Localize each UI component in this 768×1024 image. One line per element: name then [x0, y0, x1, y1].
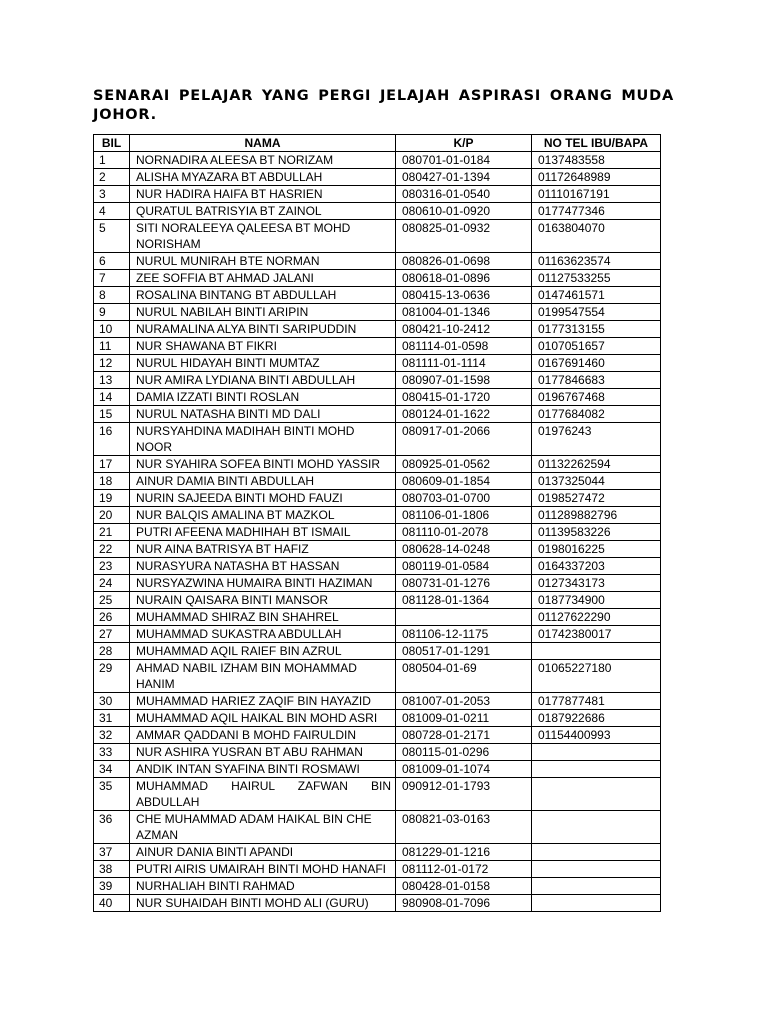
cell-nama: NURUL NATASHA BINTI MD DALI	[130, 406, 396, 423]
cell-kp: 080825-01-0932	[396, 220, 532, 253]
cell-nama: NURAIN QAISARA BINTI MANSOR	[130, 592, 396, 609]
cell-kp: 080115-01-0296	[396, 744, 532, 761]
cell-nama: NURASYURA NATASHA BT HASSAN	[130, 558, 396, 575]
cell-bil: 8	[94, 287, 130, 304]
cell-bil: 26	[94, 609, 130, 626]
cell-tel: 01065227180	[532, 660, 661, 693]
cell-nama: PUTRI AIRIS UMAIRAH BINTI MOHD HANAFI	[130, 861, 396, 878]
cell-kp: 080701-01-0184	[396, 152, 532, 169]
cell-kp: 081110-01-2078	[396, 524, 532, 541]
table-row	[94, 456, 661, 473]
cell-nama: NUR AINA BATRISYA BT HAFIZ	[130, 541, 396, 558]
cell-kp: 080728-01-2171	[396, 727, 532, 744]
cell-tel: 01132262594	[532, 456, 661, 473]
cell-nama: NUR SUHAIDAH BINTI MOHD ALI (GURU)	[130, 895, 396, 912]
table-header-row	[94, 135, 661, 152]
cell-kp: 080610-01-0920	[396, 203, 532, 220]
cell-tel: 0177846683	[532, 372, 661, 389]
cell-nama: NUR SHAWANA BT FIKRI	[130, 338, 396, 355]
table-row	[94, 372, 661, 389]
cell-kp: 080421-10-2412	[396, 321, 532, 338]
cell-kp: 080427-01-1394	[396, 169, 532, 186]
cell-kp: 080415-01-1720	[396, 389, 532, 406]
cell-nama: NURUL NABILAH BINTI ARIPIN	[130, 304, 396, 321]
cell-kp: 980908-01-7096	[396, 895, 532, 912]
cell-nama: SITI NORALEEYA QALEESA BT MOHD NORISHAM	[130, 220, 396, 253]
cell-bil: 33	[94, 744, 130, 761]
cell-tel: 0164337203	[532, 558, 661, 575]
cell-nama: NORNADIRA ALEESA BT NORIZAM	[130, 152, 396, 169]
cell-tel	[532, 761, 661, 778]
document-title: SENARAI PELAJAR YANG PERGI JELAJAH ASPIRASI ORANG MUDA JOHOR.	[93, 88, 674, 123]
table-row	[94, 304, 661, 321]
cell-bil: 22	[94, 541, 130, 558]
cell-bil: 16	[94, 423, 130, 456]
cell-kp: 080504-01-69	[396, 660, 532, 693]
cell-tel: 0177684082	[532, 406, 661, 423]
cell-bil: 23	[94, 558, 130, 575]
table-row	[94, 203, 661, 220]
cell-bil: 5	[94, 220, 130, 253]
cell-kp: 081111-01-1114	[396, 355, 532, 372]
table-row	[94, 152, 661, 169]
table-row	[94, 592, 661, 609]
cell-nama: DAMIA IZZATI BINTI ROSLAN	[130, 389, 396, 406]
table-row	[94, 287, 661, 304]
table-row	[94, 507, 661, 524]
table-row	[94, 220, 661, 253]
cell-kp: 081009-01-0211	[396, 710, 532, 727]
cell-nama: NUR ASHIRA YUSRAN BT ABU RAHMAN	[130, 744, 396, 761]
cell-tel: 01163623574	[532, 253, 661, 270]
cell-nama: ANDIK INTAN SYAFINA BINTI ROSMAWI	[130, 761, 396, 778]
cell-nama: NUR SYAHIRA SOFEA BINTI MOHD YASSIR	[130, 456, 396, 473]
cell-nama: MUHAMMAD HAIRUL ZAFWAN BIN ABDULLAH	[130, 778, 396, 811]
cell-tel: 01139583226	[532, 524, 661, 541]
cell-bil: 15	[94, 406, 130, 423]
table-row	[94, 169, 661, 186]
table-row	[94, 895, 661, 912]
cell-bil: 29	[94, 660, 130, 693]
cell-bil: 36	[94, 811, 130, 844]
student-table	[93, 134, 661, 912]
cell-kp: 080609-01-1854	[396, 473, 532, 490]
cell-bil: 27	[94, 626, 130, 643]
cell-kp: 080925-01-0562	[396, 456, 532, 473]
cell-tel	[532, 778, 661, 811]
cell-tel	[532, 895, 661, 912]
cell-kp: 081229-01-1216	[396, 844, 532, 861]
cell-bil: 25	[94, 592, 130, 609]
cell-tel: 0107051657	[532, 338, 661, 355]
cell-tel: 01127622290	[532, 609, 661, 626]
cell-bil: 40	[94, 895, 130, 912]
cell-bil: 13	[94, 372, 130, 389]
table-row	[94, 490, 661, 507]
cell-nama: NURUL MUNIRAH BTE NORMAN	[130, 253, 396, 270]
cell-kp: 081128-01-1364	[396, 592, 532, 609]
cell-bil: 7	[94, 270, 130, 287]
cell-kp: 080618-01-0896	[396, 270, 532, 287]
cell-nama: AINUR DANIA BINTI APANDI	[130, 844, 396, 861]
table-row	[94, 558, 661, 575]
cell-bil: 39	[94, 878, 130, 895]
cell-nama: NURHALIAH BINTI RAHMAD	[130, 878, 396, 895]
table-row	[94, 473, 661, 490]
cell-bil: 14	[94, 389, 130, 406]
cell-nama: MUHAMMAD AQIL HAIKAL BIN MOHD ASRI	[130, 710, 396, 727]
cell-kp: 081106-12-1175	[396, 626, 532, 643]
cell-bil: 31	[94, 710, 130, 727]
cell-kp: 080124-01-1622	[396, 406, 532, 423]
table-row	[94, 406, 661, 423]
cell-bil: 37	[94, 844, 130, 861]
cell-tel: 0137325044	[532, 473, 661, 490]
cell-tel: 0137483558	[532, 152, 661, 169]
table-row	[94, 524, 661, 541]
table-row	[94, 744, 661, 761]
cell-bil: 35	[94, 778, 130, 811]
table-row	[94, 778, 661, 811]
cell-bil: 20	[94, 507, 130, 524]
table-row	[94, 423, 661, 456]
cell-kp: 080517-01-1291	[396, 643, 532, 660]
cell-kp: 080428-01-0158	[396, 878, 532, 895]
cell-kp: 080821-03-0163	[396, 811, 532, 844]
cell-tel: 0177313155	[532, 321, 661, 338]
cell-kp: 081004-01-1346	[396, 304, 532, 321]
cell-nama: AINUR DAMIA BINTI ABDULLAH	[130, 473, 396, 490]
cell-bil: 11	[94, 338, 130, 355]
cell-bil: 1	[94, 152, 130, 169]
cell-kp: 081009-01-1074	[396, 761, 532, 778]
cell-tel: 01172648989	[532, 169, 661, 186]
cell-tel: 0147461571	[532, 287, 661, 304]
cell-kp: 090912-01-1793	[396, 778, 532, 811]
table-row	[94, 811, 661, 844]
cell-kp	[396, 609, 532, 626]
cell-nama: NURAMALINA ALYA BINTI SARIPUDDIN	[130, 321, 396, 338]
cell-tel	[532, 811, 661, 844]
cell-nama: MUHAMMAD SUKASTRA ABDULLAH	[130, 626, 396, 643]
cell-tel: 0198527472	[532, 490, 661, 507]
table-row	[94, 355, 661, 372]
cell-bil: 4	[94, 203, 130, 220]
table-row	[94, 693, 661, 710]
cell-nama: AMMAR QADDANI B MOHD FAIRULDIN	[130, 727, 396, 744]
cell-bil: 24	[94, 575, 130, 592]
cell-nama: NURSYAZWINA HUMAIRA BINTI HAZIMAN	[130, 575, 396, 592]
cell-nama: NURIN SAJEEDA BINTI MOHD FAUZI	[130, 490, 396, 507]
cell-kp: 080907-01-1598	[396, 372, 532, 389]
table-row	[94, 626, 661, 643]
table-row	[94, 660, 661, 693]
cell-tel: 01976243	[532, 423, 661, 456]
cell-kp: 080703-01-0700	[396, 490, 532, 507]
cell-nama: PUTRI AFEENA MADHIHAH BT ISMAIL	[130, 524, 396, 541]
table-row	[94, 844, 661, 861]
cell-bil: 17	[94, 456, 130, 473]
table-row	[94, 878, 661, 895]
cell-nama: NUR AMIRA LYDIANA BINTI ABDULLAH	[130, 372, 396, 389]
cell-tel	[532, 844, 661, 861]
cell-bil: 21	[94, 524, 130, 541]
cell-bil: 30	[94, 693, 130, 710]
cell-tel	[532, 744, 661, 761]
table-row	[94, 761, 661, 778]
cell-bil: 10	[94, 321, 130, 338]
cell-tel	[532, 861, 661, 878]
cell-bil: 18	[94, 473, 130, 490]
cell-kp: 081106-01-1806	[396, 507, 532, 524]
cell-tel: 0163804070	[532, 220, 661, 253]
table-row	[94, 541, 661, 558]
cell-kp: 080826-01-0698	[396, 253, 532, 270]
cell-kp: 080119-01-0584	[396, 558, 532, 575]
cell-tel: 0177477346	[532, 203, 661, 220]
cell-nama: QURATUL BATRISYIA BT ZAINOL	[130, 203, 396, 220]
header-kp: K/P	[396, 135, 532, 152]
cell-kp: 080316-01-0540	[396, 186, 532, 203]
cell-kp: 081114-01-0598	[396, 338, 532, 355]
cell-nama: ROSALINA BINTANG BT ABDULLAH	[130, 287, 396, 304]
cell-bil: 28	[94, 643, 130, 660]
cell-bil: 12	[94, 355, 130, 372]
cell-tel	[532, 643, 661, 660]
table-row	[94, 727, 661, 744]
cell-tel: 011289882796	[532, 507, 661, 524]
cell-tel: 01127533255	[532, 270, 661, 287]
table-row	[94, 338, 661, 355]
cell-tel: 0187734900	[532, 592, 661, 609]
cell-tel: 0127343173	[532, 575, 661, 592]
header-nama: NAMA	[130, 135, 396, 152]
cell-nama: AHMAD NABIL IZHAM BIN MOHAMMAD HANIM	[130, 660, 396, 693]
table-row	[94, 270, 661, 287]
table-row	[94, 710, 661, 727]
cell-bil: 2	[94, 169, 130, 186]
cell-nama: MUHAMMAD AQIL RAIEF BIN AZRUL	[130, 643, 396, 660]
cell-tel: 01154400993	[532, 727, 661, 744]
table-row	[94, 861, 661, 878]
cell-tel: 0167691460	[532, 355, 661, 372]
cell-kp: 080917-01-2066	[396, 423, 532, 456]
table-row	[94, 389, 661, 406]
table-row	[94, 609, 661, 626]
cell-tel: 0198016225	[532, 541, 661, 558]
cell-tel: 0177877481	[532, 693, 661, 710]
cell-tel: 01742380017	[532, 626, 661, 643]
cell-bil: 32	[94, 727, 130, 744]
table-row	[94, 575, 661, 592]
cell-bil: 19	[94, 490, 130, 507]
table-row	[94, 253, 661, 270]
header-tel: NO TEL IBU/BAPA	[532, 135, 661, 152]
cell-nama: ALISHA MYAZARA BT ABDULLAH	[130, 169, 396, 186]
table-body	[94, 152, 661, 912]
cell-nama: ZEE SOFFIA BT AHMAD JALANI	[130, 270, 396, 287]
cell-bil: 34	[94, 761, 130, 778]
cell-bil: 9	[94, 304, 130, 321]
cell-kp: 080731-01-1276	[396, 575, 532, 592]
cell-bil: 38	[94, 861, 130, 878]
table-row	[94, 186, 661, 203]
cell-tel: 01110167191	[532, 186, 661, 203]
table-row	[94, 321, 661, 338]
cell-nama: CHE MUHAMMAD ADAM HAIKAL BIN CHE AZMAN	[130, 811, 396, 844]
cell-kp: 081112-01-0172	[396, 861, 532, 878]
cell-bil: 3	[94, 186, 130, 203]
cell-nama: NURUL HIDAYAH BINTI MUMTAZ	[130, 355, 396, 372]
cell-tel: 0187922686	[532, 710, 661, 727]
table-row	[94, 643, 661, 660]
cell-kp: 080415-13-0636	[396, 287, 532, 304]
cell-nama: NUR BALQIS AMALINA BT MAZKOL	[130, 507, 396, 524]
cell-nama: NURSYAHDINA MADIHAH BINTI MOHD NOOR	[130, 423, 396, 456]
cell-tel	[532, 878, 661, 895]
cell-bil: 6	[94, 253, 130, 270]
cell-tel: 0196767468	[532, 389, 661, 406]
cell-nama: MUHAMMAD HARIEZ ZAQIF BIN HAYAZID	[130, 693, 396, 710]
header-bil: BIL	[94, 135, 130, 152]
cell-nama: MUHAMMAD SHIRAZ BIN SHAHREL	[130, 609, 396, 626]
cell-kp: 080628-14-0248	[396, 541, 532, 558]
cell-kp: 081007-01-2053	[396, 693, 532, 710]
cell-nama: NUR HADIRA HAIFA BT HASRIEN	[130, 186, 396, 203]
cell-tel: 0199547554	[532, 304, 661, 321]
